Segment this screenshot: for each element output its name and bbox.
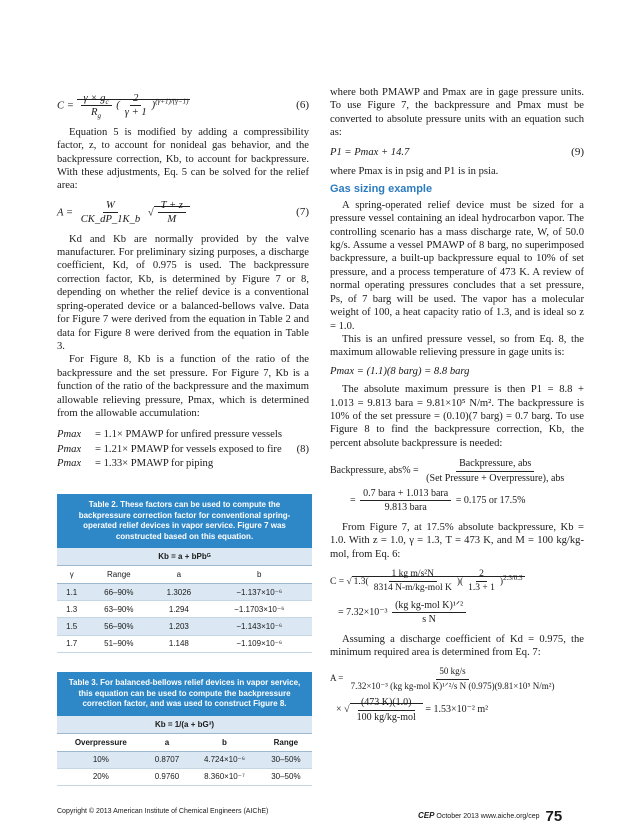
table-formula: Kb = 1/(a + bG³) <box>57 716 312 734</box>
equation-pmax: Pmax = (1.1)(8 barg) = 8.8 barg <box>330 365 470 377</box>
data-table <box>57 566 312 653</box>
equation-c: C = √ 1.3( $\frac{\text{1 kg m/s²N}}{\text{8314 N-m/kg-mol K}}$ )( $\frac{2}{1.3 + 1}$ )$^{2.3/0.3}$ <box>330 569 523 594</box>
table-row: 20% 0.9760 8.360×10⁻⁷ 30–50% <box>57 768 312 785</box>
table-2 <box>57 494 312 653</box>
equation-backpressure: Backpressure, abs% = $\frac{\text{Backpressure, abs}}{\text{(Set Pressure + Overpressure), abs}}$ <box>330 458 565 484</box>
table-caption: Table 3. For balanced-bellows relief devices in vapor service, this equation can be used to compute the backpressure correction factor, and was used to construct Figure 8. <box>57 672 312 716</box>
magazine-logo: CEP <box>418 811 435 820</box>
column-header: Range <box>86 566 151 584</box>
column-header: γ <box>57 566 86 584</box>
pmax-line: Pmax = 1.33× PMAWP for piping <box>57 458 214 470</box>
section-heading: Gas sizing example <box>330 183 433 196</box>
column-header: Range <box>260 734 312 752</box>
page-footer <box>418 808 562 825</box>
paragraph: This is an unfired pressure vessel, so from Eq. 8, the maximum allowable relieving pressure in gage units is: <box>330 333 584 359</box>
right-column <box>330 86 584 724</box>
left-column <box>57 86 309 472</box>
paragraph: Kd and Kb are normally provided by the valve manufacturer. For preliminary sizing purposes, a discharge coefficient, Kd, of 0.975 is used. The backpressure correction factor, Kb, is determined by Figure 7 or 8, depending on whether the relief device is a conventional spring-operated device or a balanced-bellows valve. Data for Figure 7 were derived from the equation in Table 2 and data for Figure 8 were derived from the equation in Table 3. <box>57 233 309 352</box>
pmax-line: Pmax = 1.1× PMAWP for unfired pressure vessels <box>57 429 282 441</box>
column-header: a <box>145 734 190 752</box>
equation-6: C = $\frac{\gamma \times g_c}{R_g}$ ( $\frac{2}{\gamma + 1}$ )$^{(\gamma+1)/(\gamma-1)}$ (6) <box>57 93 309 121</box>
table-row: 1.1 66–90% 1.3026 −1.137×10⁻⁶ <box>57 584 312 601</box>
column-header: b <box>189 734 260 752</box>
column-header: Overpressure <box>57 734 145 752</box>
equation-number: (6) <box>296 99 309 112</box>
equation-number: (9) <box>571 145 584 158</box>
table-caption: Table 2. These factors can be used to compute the backpressure correction factor for conventional spring-operated relief devices in vapor service. Figure 7 was constructed based on this equation. <box>57 494 312 548</box>
table-row: 1.5 56–90% 1.203 −1.143×10⁻⁶ <box>57 618 312 635</box>
paragraph: The absolute maximum pressure is then P1 = 8.8 + 1.013 = 9.813 bara = 9.81×10⁵ N/m². The backpressure is 10% of the set pressure = (0.10)(7 barg) = 0.7 barg. To use Figure 8 to find the backpressure correction, Kb, the percent absolute backpressure is needed: <box>330 384 584 449</box>
issue-info: October 2013 www.aiche.org/cep <box>436 813 540 820</box>
table-row: 10% 0.8707 4.724×10⁻⁶ 30–50% <box>57 751 312 768</box>
table-row: 1.3 63–90% 1.294 −1.1703×10⁻⁶ <box>57 601 312 618</box>
pmax-line: Pmax = 1.21× PMAWP for vessels exposed to fire (8) <box>57 443 309 455</box>
equation-area: A = $\frac{50 kg/s}{\text{7.32×10⁻³ (kg kg-mol K)¹ᐟ²/s N (0.975)(9.81×10⁵ N/m²)}}$ <box>330 666 555 691</box>
paragraph: For Figure 8, Kb is a function of the ratio of the backpressure and the set pressure. For Figure 7, Kb is a function of the ratio of the backpressure and the maximum allowable relieving pressure, Pmax, which is determined from the allowable accumulation: <box>57 354 309 419</box>
paragraph: From Figure 7, at 17.5% absolute backpressure, Kb = 1.0. With z = 1.0, γ = 1.3, T = 473 K, and M = 100 kg/kg-mol, from Eq. 6: <box>330 521 584 560</box>
paragraph: Assuming a discharge coefficient of Kd = 0.975, the minimum required area is determined from Eq. 7: <box>330 633 584 659</box>
equation-backpressure-value: = $\frac{\text{0.7 bara + 1.013 bara}}{\text{9.813 bara}}$ = 0.175 or 17.5% <box>350 487 526 514</box>
paragraph: where Pmax is in psig and P1 is in psia. <box>330 166 499 178</box>
page-number: 75 <box>545 808 563 825</box>
table-row: 1.7 51–90% 1.148 −1.109×10⁻⁶ <box>57 635 312 652</box>
equation-7: A = $\frac{W}{CK\_dP\_1K\_b}$ √ $\frac{T + z}{M}$ (7) <box>57 199 309 226</box>
data-table <box>57 734 312 786</box>
table-formula: Kb = a + bPbᴳ <box>57 548 312 566</box>
equation-9: P1 = Pmax + 14.7 (9) <box>330 145 584 158</box>
paragraph: where both PMAWP and Pmax are in gage pressure units. To use Figure 7, the backpressure and Pmax must be converted to absolute pressure units with an equation such as: <box>330 87 584 139</box>
equation-number: (7) <box>296 206 309 219</box>
equation-c-result: = 7.32×10⁻³ $\frac{\text{(kg kg-mol K)¹ᐟ²}}{\text{s N}}$ <box>338 599 584 627</box>
paragraph: A spring-operated relief device must be sized for a pressure vessel containing an ideal hydrocarbon vapor. The controlling scenario has a mass discharge rate, W, of 50.0 kg/s. Assume a vessel PMAWP of 8 barg, no superimposed backpressure, a built-up backpressure equal to 10% of set pressure, and a process temperature of 473 K. A review of normal operating pressures concludes that a set pressure, Ps, of 7 barg will be used. The vapor has a molecular weight of 100, a heat capacity ratio of 1.3, and is ideal so z = 1.0. <box>330 199 584 332</box>
copyright-notice: Copyright © 2013 American Institute of Chemical Engineers (AIChE) <box>57 808 269 815</box>
column-header: a <box>151 566 206 584</box>
paragraph: Equation 5 is modified by adding a compressibility factor, z, to account for nonideal gas behavior, and the backpressure correction, Kb, to account for backpressure. With these adjustments, Eq. 5 can be solved for the relief area: <box>57 126 309 192</box>
table-3 <box>57 672 312 786</box>
equation-area-result: × √ $\frac{(473 K)(1.0)}{\text{100 kg/kg-mol}}$ = 1.53×10⁻² m² <box>336 697 489 723</box>
equation-8 <box>57 428 309 470</box>
column-header: b <box>207 566 312 584</box>
